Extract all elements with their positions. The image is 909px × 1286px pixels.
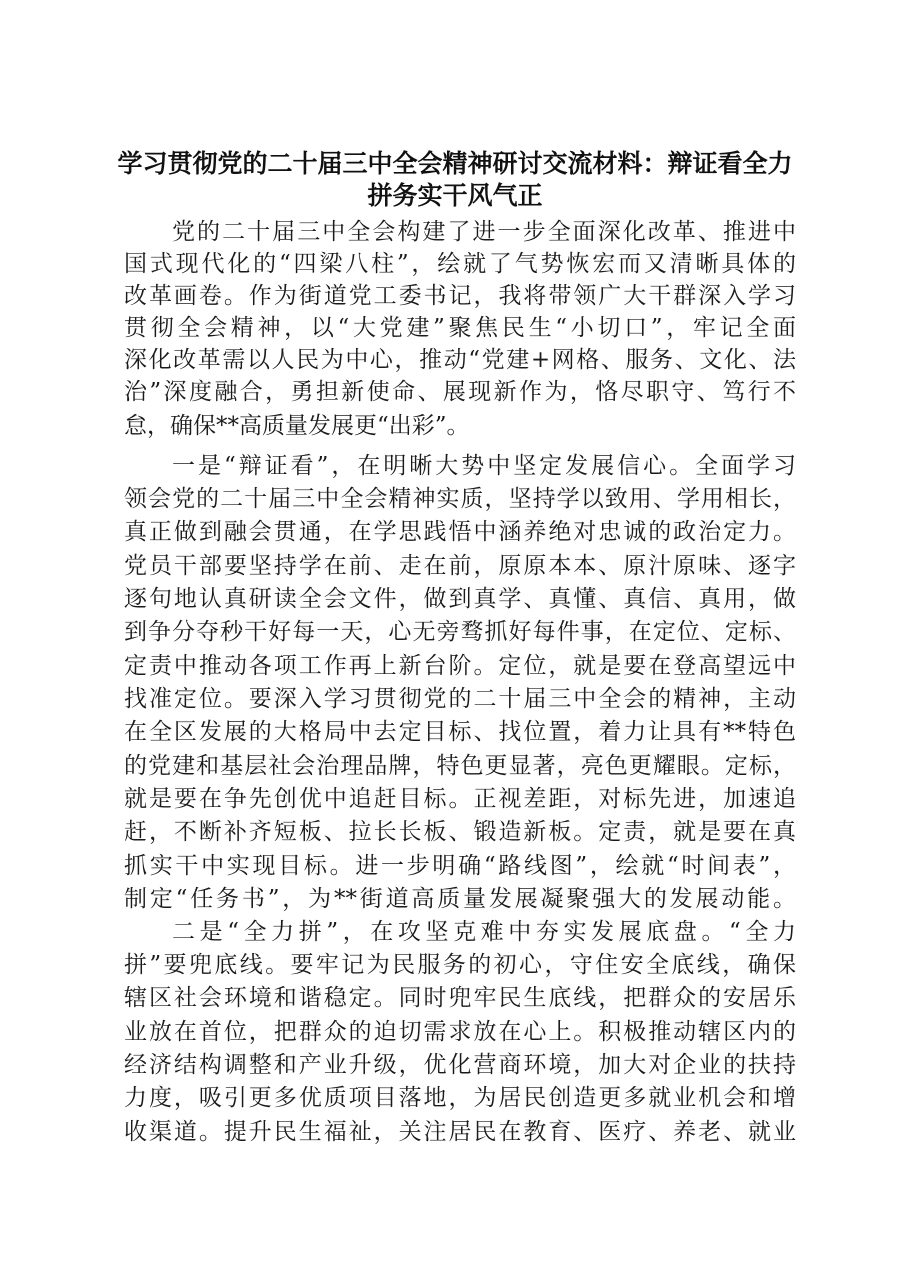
paragraph-1-line: 改革画卷。作为街道党工委书记，我将带领广大干群深入学习 <box>124 283 796 309</box>
paragraph-1-line: 贯彻全会精神，以“大党建”聚焦民生“小切口”，牢记全面 <box>124 315 796 341</box>
paragraph-3-line: 拼”要兜底线。要牢记为民服务的初心，守住安全底线，确保 <box>124 952 796 978</box>
paragraph-2-line: 逐句地认真研读全会文件，做到真学、真懂、真信、真用，做 <box>124 586 796 612</box>
paragraph-1-line: 深化改革需以人民为中心，推动“党建+网格、服务、文化、法 <box>124 347 796 373</box>
paragraph-2-line: 定责中推动各项工作再上新台阶。定位，就是要在登高望远中 <box>124 653 796 679</box>
document-title-line-2: 拼务实干风气正 <box>367 181 543 210</box>
paragraph-2-line: 真正做到融会贯通，在学思践悟中涵养绝对忠诚的政治定力。 <box>124 519 796 545</box>
paragraph-1-line: 党的二十届三中全会构建了进一步全面深化改革、推进中 <box>172 219 796 245</box>
paragraph-2-line: 到争分夺秒干好每一天，心无旁骛抓好每件事，在定位、定标、 <box>124 619 796 645</box>
paragraph-2-line: 领会党的二十届三中全会精神实质，坚持学以致用、学用相长， <box>124 486 796 512</box>
paragraph-1-line: 治”深度融合，勇担新使命、展现新作为，恪尽职守、笃行不 <box>124 379 796 405</box>
paragraph-1-line: 国式现代化的“四梁八柱”，绘就了气势恢宏而又清晰具体的 <box>124 251 796 277</box>
paragraph-2-line: 在全区发展的大格局中去定目标、找位置，着力让具有**特色 <box>124 719 796 745</box>
paragraph-3-line: 二是“全力拼”，在攻坚克难中夯实发展底盘。“全力 <box>172 919 796 945</box>
paragraph-2-line: 制定“任务书”，为**街道高质量发展凝聚强大的发展动能。 <box>124 886 796 912</box>
paragraph-3-line: 业放在首位，把群众的迫切需求放在心上。积极推动辖区内的 <box>124 1019 796 1045</box>
paragraph-3-line: 收渠道。提升民生福祉，关注居民在教育、医疗、养老、就业 <box>124 1119 796 1145</box>
paragraph-2-line: 赶，不断补齐短板、拉长长板、锻造新板。定责，就是要在真 <box>124 819 796 845</box>
paragraph-3-line: 辖区社会环境和谐稳定。同时兜牢民生底线，把群众的安居乐 <box>124 985 796 1011</box>
paragraph-3-line: 力度，吸引更多优质项目落地，为居民创造更多就业机会和增 <box>124 1085 796 1111</box>
paragraph-2-line: 党员干部要坚持学在前、走在前，原原本本、原汁原味、逐字 <box>124 553 796 579</box>
paragraph-2-line: 找准定位。要深入学习贯彻党的二十届三中全会的精神，主动 <box>124 686 796 712</box>
document-title-line-1: 学习贯彻党的二十届三中全会精神研讨交流材料：辩证看全力 <box>117 149 793 178</box>
paragraph-2-line: 一是“辩证看”，在明晰大势中坚定发展信心。全面学习 <box>172 453 796 479</box>
paragraph-2-line: 就是要在争先创优中追赶目标。正视差距，对标先进，加速追 <box>124 786 796 812</box>
paragraph-3-line: 经济结构调整和产业升级，优化营商环境，加大对企业的扶持 <box>124 1052 796 1078</box>
paragraph-2-line: 抓实干中实现目标。进一步明确“路线图”，绘就“时间表”， <box>124 853 796 879</box>
paragraph-2-line: 的党建和基层社会治理品牌，特色更显著，亮色更耀眼。定标， <box>124 753 796 779</box>
paragraph-1-line: 怠，确保**高质量发展更“出彩”。 <box>124 413 470 439</box>
